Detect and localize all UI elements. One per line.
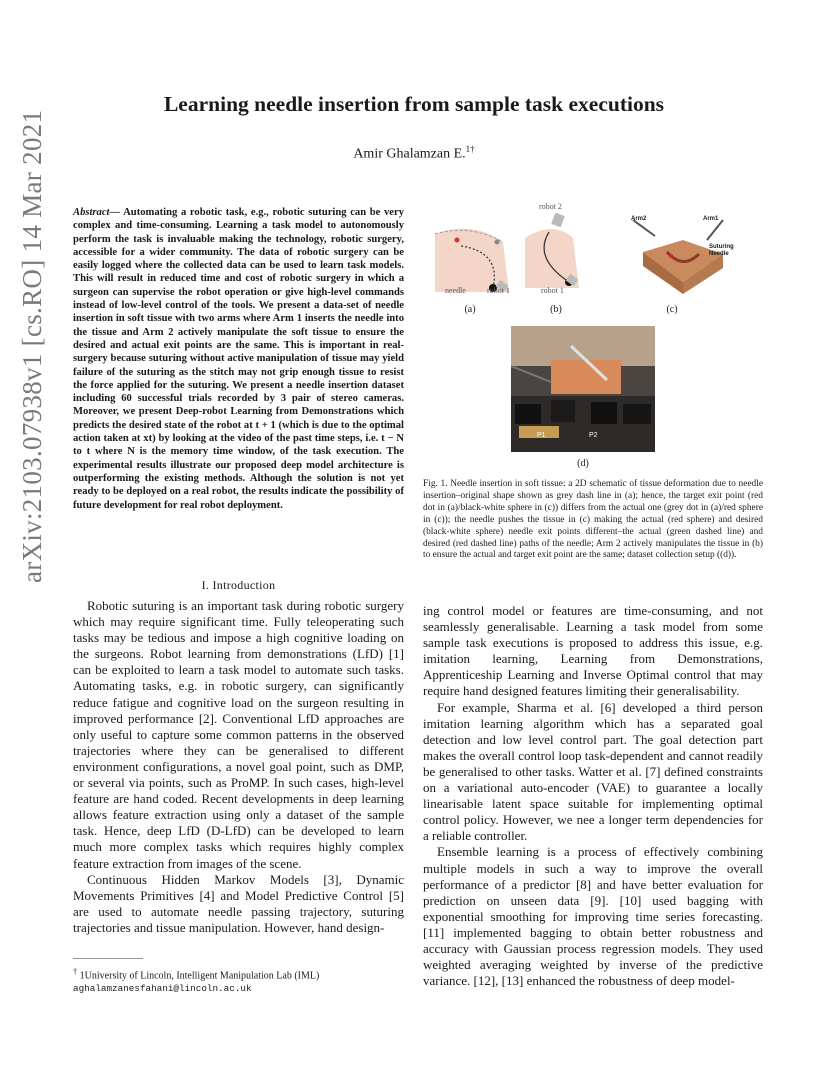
label-robot2: robot 2	[539, 202, 562, 211]
abstract-text: Automating a robotic task, e.g., robotic suturing can be very complex and time-consuming. Learning a task model to autonomously perform the task is invaluable making the technology, robotic surgery, accessible for a wider community. The data of robotic surgery can be easily logged where the collected data can be used to learn task models. This will result in reduced time and cost of robotic surgery in which a surgeon can supervise the robot operation or give high-level commands instead of low-level control of the tools. We present a data-set of needle insertion in soft tissue with two arms where Arm 1 inserts the needle into the tissue and Arm 2 actively manipulate the soft tissue to ensure the desired and actual exit points are the same. This is important in real-surgery because suturing without active manipulation of tissue may yield failure of the suturing as the stitch may not grip enough tissue to resist the force applied for the suturing. We present a needle insertion dataset including 60 successful trials recorded by 3 pair of stereo cameras. Moreover, we present Deep-robot Learning from Demonstrations which predicts the desired state of the robot at t + 1 (which is due to the optimal action taken at xt) by looking at the video of the past time steps, i.e. t − N to t where N is the memory time window, of the task execution. The experimental results illustrate our proposed deep model architecture is outperforming the existing methods. Although the solution is not yet ready to be deployed on a real robot, the results indicate the possibility of future development for real robot deployment.	[73, 207, 404, 511]
footnote-mark: †	[73, 967, 78, 976]
right-column-body	[423, 603, 763, 989]
label-p1: P1	[537, 432, 546, 439]
subfig-label-b: (b)	[550, 304, 562, 315]
footnote	[73, 966, 404, 995]
label-suturing-needle	[709, 244, 734, 258]
label-p2: P2	[589, 432, 598, 439]
author-name: Amir Ghalamzan E.	[353, 146, 466, 162]
figure-1	[423, 200, 763, 472]
footnote-email: aghalamzanesfahani@lincoln.ac.uk	[73, 982, 252, 994]
subfig-label-a: (a)	[464, 304, 476, 315]
left-column-body	[73, 598, 404, 936]
label-arm2: Arm2	[631, 216, 647, 222]
paragraph: ing control model or features are time-consuming, and not seamlessly generalisable. Learning a task model from some sample task executions is proposed to address this issue, e.g. imitation learning, Learning from Demonstrations, Apprenticeship Learning and Inverse Optimal control that may require hand designed features limiting their generalisability.	[423, 603, 763, 699]
author-line	[60, 144, 768, 163]
author-marks: 1†	[465, 144, 475, 154]
abstract	[73, 206, 404, 512]
abstract-lead: Abstract—	[73, 207, 121, 218]
label-arm1: Arm1	[703, 216, 719, 222]
label-robot1-b: robot 1	[541, 286, 564, 295]
label-suturing: Suturing	[709, 244, 734, 250]
arxiv-stamp: arXiv:2103.07938v1 [cs.RO] 14 Mar 2021	[17, 109, 47, 583]
label-needle: needle	[445, 286, 466, 295]
figure-caption: Fig. 1. Needle insertion in soft tissue: a 2D schematic of tissue deformation due to needle insertion–original shape shown as grey dash line in (a); hence, the target exit point (red dot in (a)/black-white sphere in (c)) differs from the actual one (grey dot in (a)/red sphere in (c)); the needle pushes the tissue in (c) making the actual (red sphere) and desired (black-white sphere) needle exit points different–the actual (green dashed line) and desired (red dashed line) paths of the needle; Arm 2 actively manipulates the tissue in (b) to ensure the actual and target exit point are the same; dataset collection setup ((d)).	[423, 479, 763, 561]
photo-d	[511, 326, 655, 452]
section-heading-introduction: I. Introduction	[201, 578, 276, 592]
label-needle-c: Needle	[709, 251, 729, 257]
paragraph: For example, Sharma et al. [6] developed a third person imitation learning algorithm which has a separated goal detection and low level control part. The goal detection part makes the overall control loop task-dependent and cannot readily be generalised to other tasks. Watter et al. [7] defined constraints on a variational auto-encoder (VAE) to guarantee a locally linearisable latent space suitable for implementing optimal control policy. However, we nee a longer term dependencies for a reliable controller.	[423, 699, 763, 844]
label-robot1-a: robot 1	[487, 286, 510, 295]
subfig-label-c: (c)	[666, 304, 678, 315]
footnote-text: 1University of Lincoln, Intelligent Manipulation Lab (IML)	[79, 970, 320, 982]
subfig-label-d: (d)	[577, 458, 589, 469]
footnote-rule	[73, 958, 143, 959]
paper-title: Learning needle insertion from sample task executions	[163, 92, 665, 116]
schematic-b	[523, 208, 583, 298]
paragraph: Continuous Hidden Markov Models [3], Dynamic Movements Primitives [4] and Model Predictive Control [5] are used to automate needle passing trajectory, suturing trajectories and tissue manipulation. However, hand design-	[73, 871, 404, 935]
paragraph: Robotic suturing is an important task during robotic surgery which may require significant time. Fully teleoperating such tasks may be tedious and impose a high cognitive loading on the surgeons. Robot learning from demonstrations (LfD) [1] can be exploited to learn a task model to automate such tasks. Automating tasks, e.g. in robotic surgery, can significantly reduce fatigue and cognitive load on the surgeon resulting in improved performance [2]. Conventional LfD approaches are only useful to capture some common patterns in the observed trajectories where they can be generalised to different environment configurations, a novel goal point, such as DMP, or several via points, such as ProMP. In such cases, high-level feature are hand coded. Recent developments in deep learning allows feature extraction using only a dataset of the sample task. Hence, deep LfD (D-LfD) can be developed to learn much more complex tasks which requires highly complex feature extraction from images of the scene.	[73, 598, 404, 871]
paragraph: Ensemble learning is a process of effectively combining multiple models in such a way to improve the overall performance of a predictor [8] and have better evaluation for prediction on unseen data [9]. [10] used bagging with exponential smoothing for improving time series forecasting. [11] implemented bagging to obtain better robustness and accuracy with Gaussian process regression models. They used weighted averaging weighted by inverse of the predictive variance. [12], [13] enhanced the robustness of deep model-	[423, 844, 763, 989]
